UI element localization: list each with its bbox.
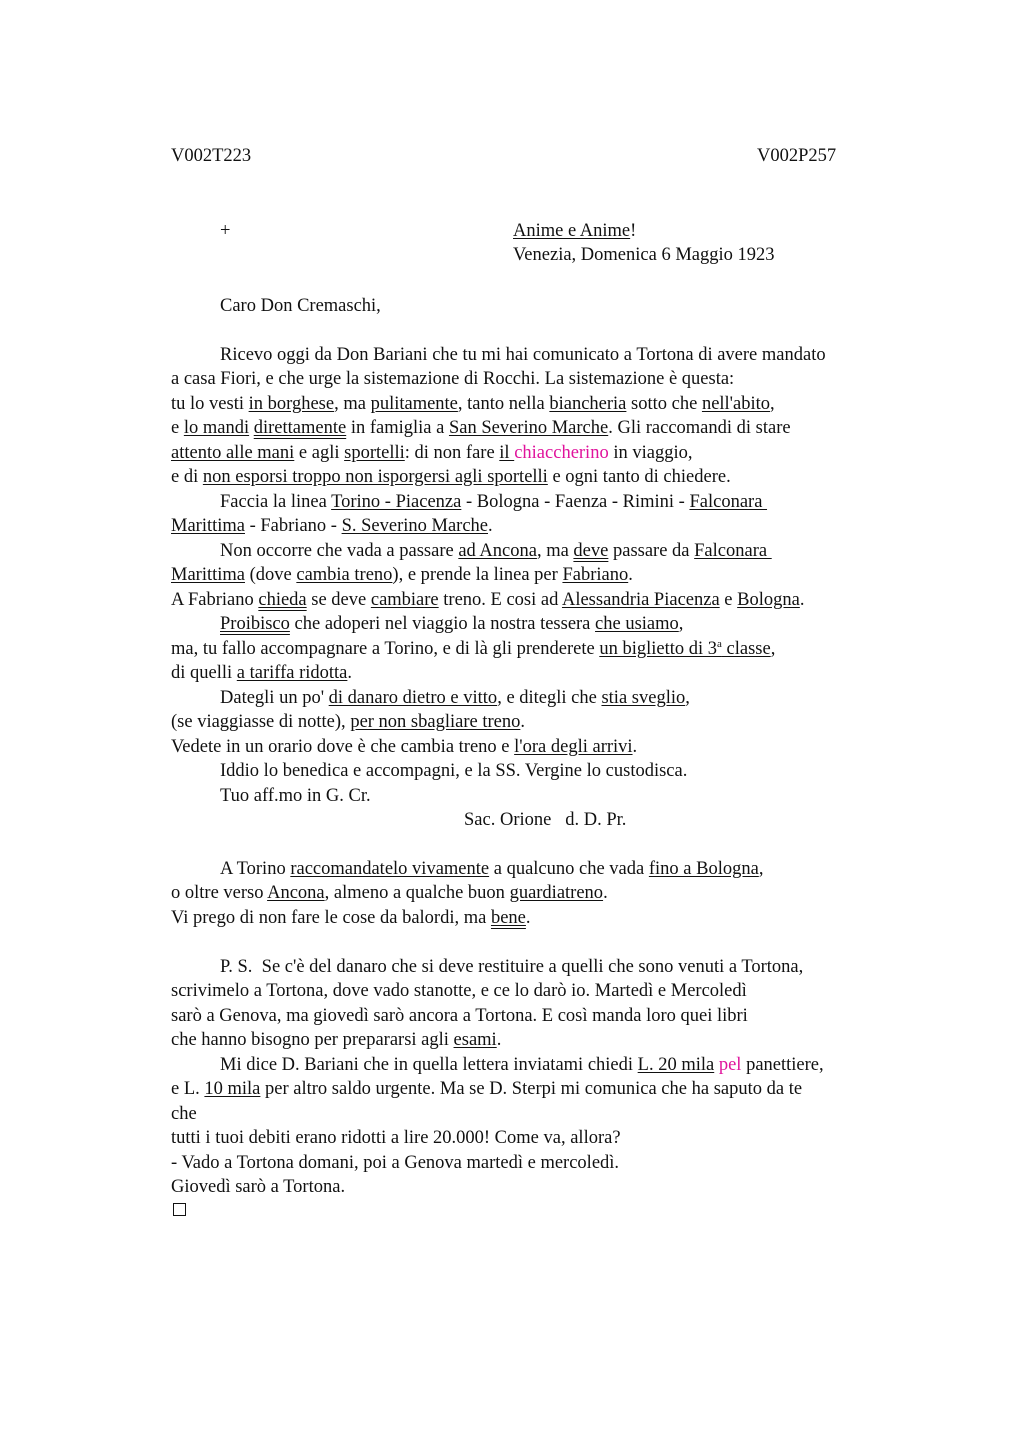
letter-title: Anime e Anime!	[513, 221, 637, 241]
text-line: e lo mandi direttamente in famiglia a San Severino Marche. Gli raccomandi di stare	[171, 418, 791, 438]
text-line: di quelli a tariffa ridotta.	[171, 663, 353, 683]
text-line: A Torino raccomandatelo vivamente a qualcuno che vada fino a Bologna,	[220, 859, 764, 879]
regards-line: Tuo aff.mo in G. Cr.	[220, 786, 371, 806]
text-line: Faccia la linea Torino - Piacenza - Bologna - Faenza - Rimini - Falconara	[220, 492, 768, 512]
text-line: Vi prego di non fare le cose da balordi, ma bene.	[171, 908, 531, 928]
date-line: Venezia, Domenica 6 Maggio 1923	[513, 245, 775, 265]
text-line: a casa Fiori, e che urge la sistemazione di Rocchi. La sistemazione è questa:	[171, 369, 735, 389]
text-line: Giovedì sarò a Tortona.	[171, 1177, 346, 1197]
text-line: e L. 10 mila per altro saldo urgente. Ma se D. Sterpi mi comunica che ha saputo da te	[171, 1079, 803, 1099]
text-line: Vedete in un orario dove è che cambia treno e l'ora degli arrivi.	[171, 737, 638, 757]
text-line: Mi dice D. Bariani che in quella lettera inviatami chiedi L. 20 mila pel panettiere,	[220, 1055, 824, 1075]
text-line: o oltre verso Ancona, almeno a qualche buon guardiatreno.	[171, 883, 608, 903]
salutation: Caro Don Cremaschi,	[220, 296, 381, 316]
text-line: A Fabriano chieda se deve cambiare treno. E cosi ad Alessandria Piacenza e Bologna.	[171, 590, 805, 610]
text-line: e di non esporsi troppo non isporgersi agli sportelli e ogni tanto di chiedere.	[171, 467, 731, 487]
text-line: che	[171, 1104, 197, 1124]
highlighted-word: pel	[718, 1055, 742, 1075]
text-line: che hanno bisogno per prepararsi agli esami.	[171, 1030, 502, 1050]
text-line: tu lo vesti in borghese, ma pulitamente, tanto nella biancheria sotto che nell'abito,	[171, 394, 775, 414]
text-line: Non occorre che vada a passare ad Ancona, ma deve passare da Falconara	[220, 541, 772, 561]
text-line: sarò a Genova, ma giovedì sarò ancora a Tortona. E così manda loro quei libri	[171, 1006, 748, 1026]
text-line: tutti i tuoi debiti erano ridotti a lire 20.000! Come va, allora?	[171, 1128, 621, 1148]
header-right-code: V002P257	[757, 146, 837, 166]
text-line: - Vado a Tortona domani, poi a Genova martedì e mercoledì.	[171, 1153, 620, 1173]
text-line: attento alle mani e agli sportelli: di non fare il chiaccherino in viaggio,	[171, 443, 693, 463]
postscript-line: P. S. Se c'è del danaro che si deve restituire a quelli che sono venuti a Tortona,	[220, 957, 804, 977]
text-line: Dategli un po' di danaro dietro e vitto, e ditegli che stia sveglio,	[220, 688, 690, 708]
blessing-line: Iddio lo benedica e accompagni, e la SS. Vergine lo custodisca.	[220, 761, 688, 781]
signature: Sac. Orione d. D. Pr.	[464, 810, 627, 830]
text-line: Marittima - Fabriano - S. Severino Marche.	[171, 516, 493, 536]
header-left-code: V002T223	[171, 146, 252, 166]
cross-symbol: +	[220, 221, 231, 241]
text-line: ma, tu fallo accompagnare a Torino, e di là gli prenderete un biglietto di 3$^a$ classe,	[171, 637, 776, 659]
text-line: Ricevo oggi da Don Bariani che tu mi hai comunicato a Tortona di avere mandato	[220, 345, 826, 365]
end-box-icon	[173, 1201, 186, 1222]
text-line: Proibisco che adoperi nel viaggio la nostra tessera che usiamo,	[220, 614, 684, 634]
text-line: (se viaggiasse di notte), per non sbagliare treno.	[171, 712, 525, 732]
highlighted-word: chiaccherino	[514, 443, 609, 463]
text-line: scrivimelo a Tortona, dove vado stanotte, e ce lo darò io. Martedì e Mercoledì	[171, 981, 747, 1001]
text-line: Marittima (dove cambia treno), e prende la linea per Fabriano.	[171, 565, 633, 585]
